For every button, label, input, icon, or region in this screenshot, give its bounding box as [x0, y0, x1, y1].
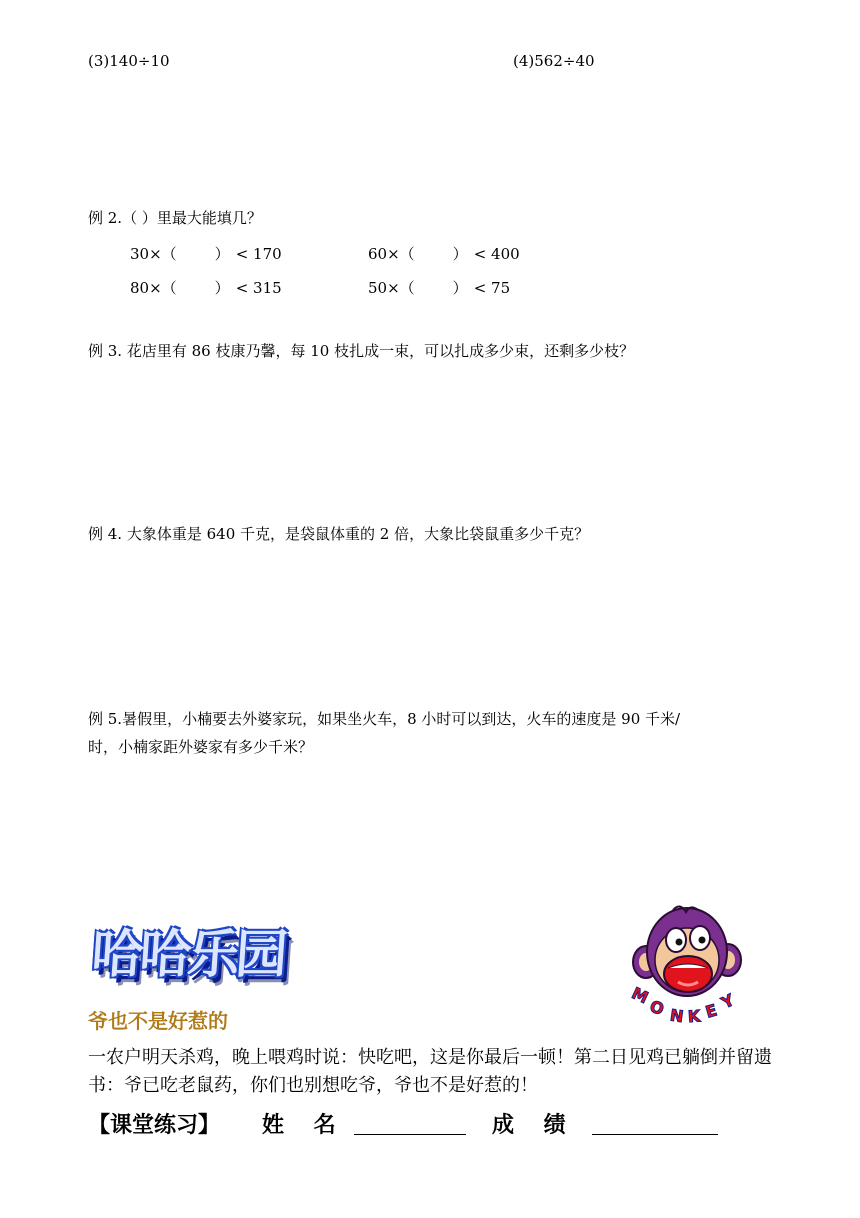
example-2-item: 80×（ ） < 315	[130, 279, 282, 297]
banner-title: 哈哈乐园	[89, 925, 286, 985]
monkey-logo-icon	[628, 900, 746, 1028]
problem-3: (3)140÷10	[88, 52, 170, 70]
svg-text:O: O	[647, 996, 667, 1019]
joke-title: 爷也不是好惹的	[88, 1009, 228, 1033]
name-label: 姓 名	[262, 1113, 336, 1138]
problem-4: (4)562÷40	[513, 52, 595, 70]
example-2-item: 30×（ ） < 170	[130, 245, 282, 263]
practice-label: 【课堂练习】	[88, 1113, 221, 1138]
example-2-item: 60×（ ） < 400	[368, 245, 520, 263]
svg-text:E: E	[703, 1000, 720, 1022]
svg-text:K: K	[687, 1006, 701, 1027]
score-label: 成 绩	[492, 1113, 566, 1138]
svg-text:M: M	[628, 983, 652, 1008]
svg-text:Y: Y	[718, 990, 738, 1013]
example-5-line-2: 时，小楠家距外婆家有多少千米？	[88, 738, 314, 756]
svg-text:N: N	[668, 1005, 685, 1027]
example-5-line-1: 例 5.暑假里，小楠要去外婆家玩，如果坐火车，8 小时可以到达，火车的速度是 90 千米/	[88, 710, 681, 728]
example-2-item: 50×（ ） < 75	[368, 279, 511, 297]
example-3: 例 3. 花店里有 86 枝康乃馨，每 10 枝扎成一束，可以扎成多少束，还剩多少枝？	[88, 342, 635, 360]
name-blank[interactable]	[354, 1110, 466, 1135]
example-2-title: 例 2.（ ）里最大能填几？	[88, 209, 262, 227]
joke-body: 一农户明天杀鸡，晚上喂鸡时说：快吃吧，这是你最后一顿！第二日见鸡已躺倒并留遗书：爷已吃老鼠药，你们也别想吃爷，爷也不是好惹的！	[88, 1047, 772, 1096]
score-blank[interactable]	[592, 1110, 718, 1135]
example-4: 例 4. 大象体重是 640 千克，是袋鼠体重的 2 倍，大象比袋鼠重多少千克？	[88, 525, 590, 543]
